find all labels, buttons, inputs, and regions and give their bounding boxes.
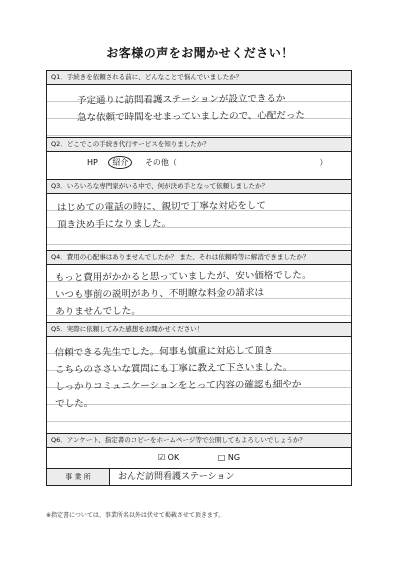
q2-option-close: ） <box>319 158 328 167</box>
q5-answer-area <box>47 337 351 434</box>
q1-label: Q1．手続きを依頼される前に、どんなことで悩んでいましたか？ <box>47 71 351 85</box>
survey-form <box>46 70 352 486</box>
q1-answer-area <box>47 85 351 138</box>
q5-answer-line: こちらのささいな質問にも丁寧に教えて下さいました。 <box>54 362 293 376</box>
q4-label: Q4．費用の心配事はありませんでしたか？ また、それは依頼時等に解消できましたか？ <box>47 251 351 265</box>
q3-answer-line: はじめての電話の時に、親切で丁寧な対応をして <box>56 200 266 214</box>
q2-label: Q2．どこでこの手続き代行サービスを知りましたか？ <box>47 138 351 152</box>
q3-answer-area <box>47 194 351 251</box>
footnote: ※指定書については、事業所名以外は伏せて掲載させて頂きます。 <box>46 512 225 519</box>
q4-answer-area <box>47 265 351 323</box>
q5-answer-line: しっかりコミュニケーションをとって内容の確認も細やか <box>55 378 302 393</box>
q5-answer-line: でした。 <box>55 398 94 410</box>
page-title: お客様の声をお聞かせください！ <box>106 46 294 60</box>
q5-answer-line: 信頼できる先生でした。何事も慎重に対応して頂き <box>54 345 274 359</box>
q3-label: Q3．いろいろな専門家がいる中で、何が決め手となって依頼しましたか？ <box>47 180 351 194</box>
q6-option-ng: □ NG <box>217 453 241 462</box>
q2-option-other: その他（ <box>144 158 177 167</box>
office-value: おんだ訪問看護ステーション <box>118 472 235 482</box>
q2-option-hp: HP <box>87 158 98 167</box>
q5-answer <box>47 341 360 412</box>
q4-answer <box>47 266 360 320</box>
q3-answer <box>47 196 361 233</box>
q1-answer <box>47 89 381 126</box>
q6-label: Q6．アンケート、指定書のコピーをホームページ等で公開してもよろしいでしょうか？ <box>47 434 351 448</box>
office-label: 事 業 所 <box>47 469 110 485</box>
q2-option-referral: 紹介 <box>108 156 132 169</box>
q4-answer-line: いつも事前の説明があり、不明瞭な料金の請求は <box>54 287 265 301</box>
q2-answer-area <box>47 152 351 180</box>
q4-answer-line: もっと費用がかかると思っていましたが、安い価格でした。 <box>54 269 312 284</box>
q1-answer-line: 予定通りに訪問看護ステーションが設立できるか <box>76 93 286 107</box>
q2-options <box>47 152 351 173</box>
q3-answer-line: 頂き決め手になりました。 <box>57 218 172 231</box>
q5-label: Q5．実際に依頼してみた感想をお聞かせください！ <box>47 323 351 337</box>
q6-answer-area <box>47 448 351 468</box>
q6-option-ok: ☑ OK <box>157 453 180 462</box>
q1-answer-line: 急な依頼で時間をせまっていましたので、心配だった <box>77 110 305 124</box>
office-row <box>47 468 351 485</box>
q6-options <box>47 448 351 468</box>
q4-answer-line: ありませんでした。 <box>55 305 141 318</box>
